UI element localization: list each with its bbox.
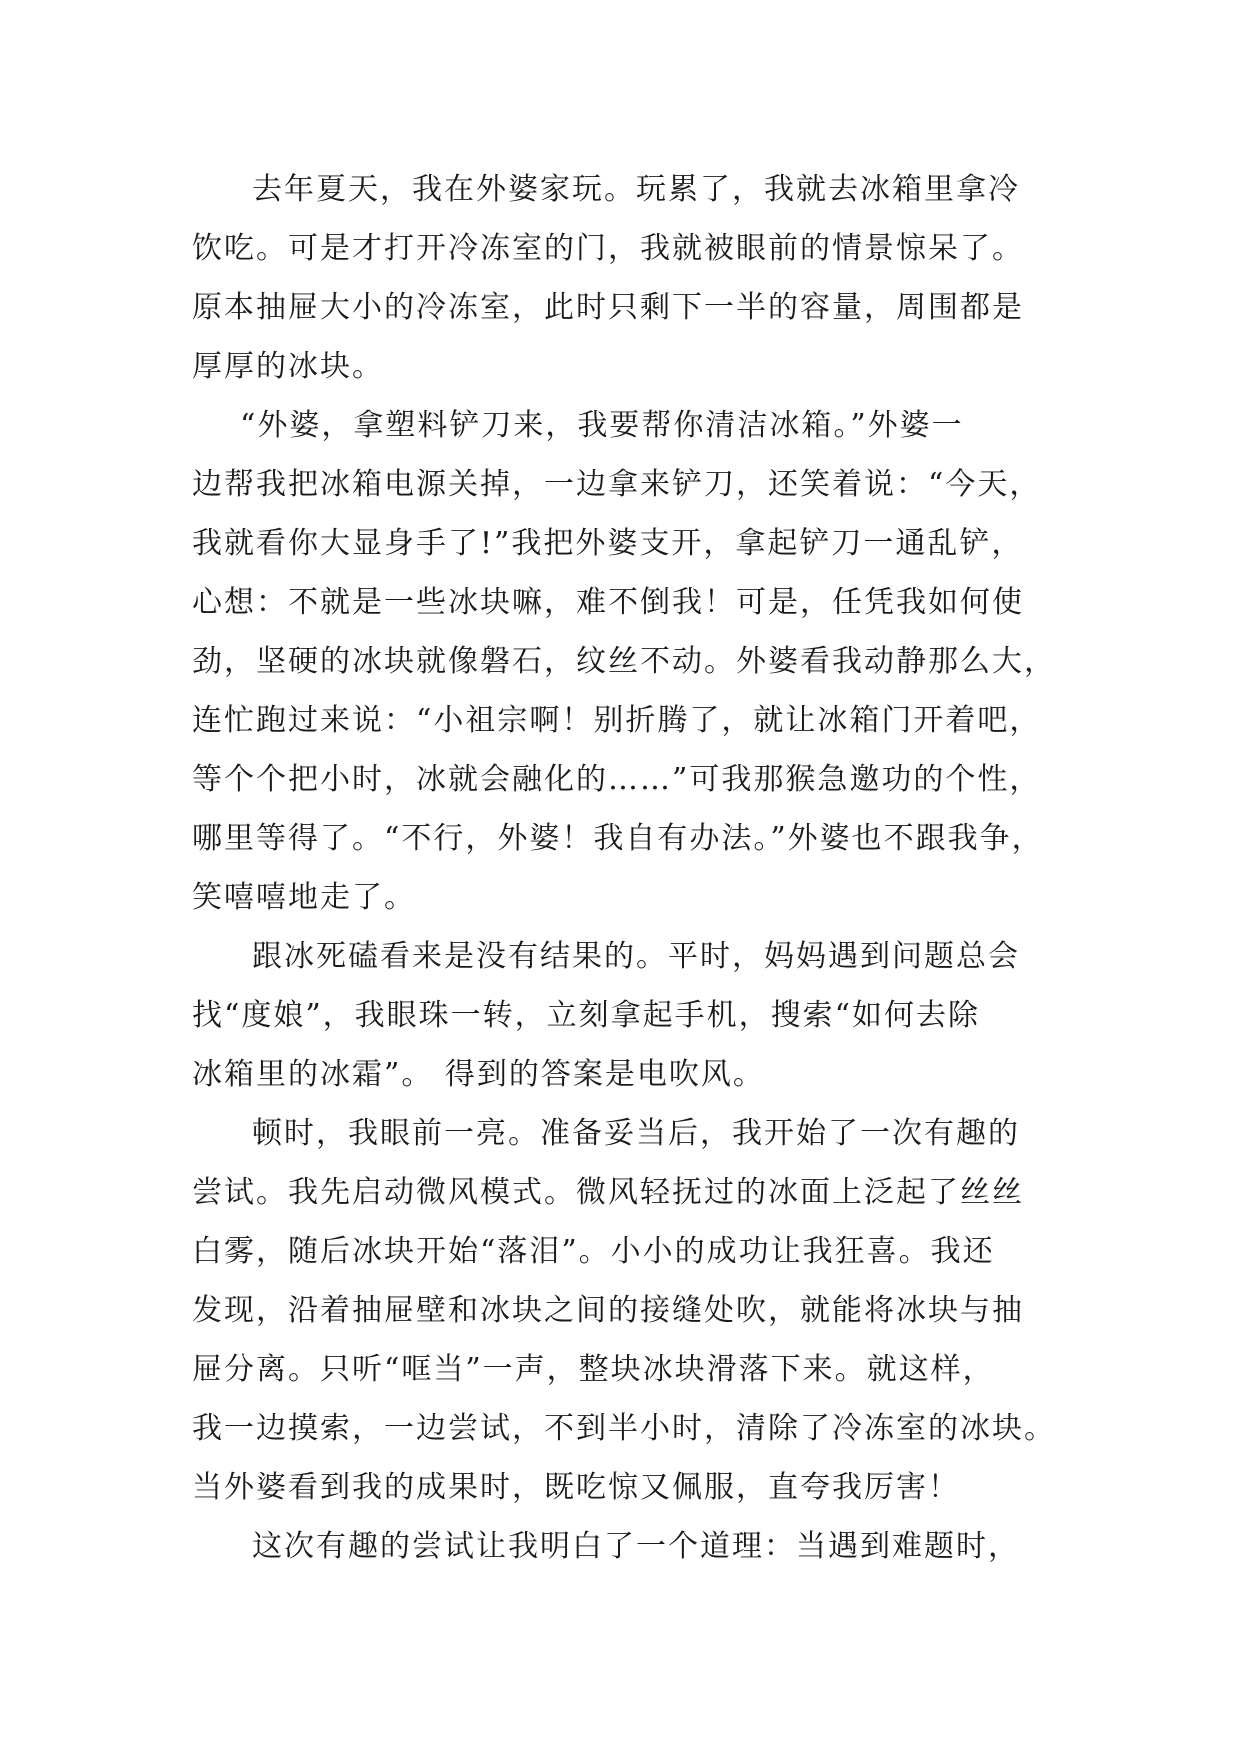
paragraph-2-line-3: 我就看你大显身手了!”我把外婆支开，拿起铲刀一通乱铲， <box>192 526 1024 561</box>
paragraph-4-line-4: 发现，沿着抽屉壁和冰块之间的接缝处吹，就能将冰块与抽 <box>192 1293 1024 1328</box>
paragraph-3-line-3: 冰箱里的冰霜”。 得到的答案是电吹风。 <box>192 1057 765 1092</box>
paragraph-2-line-8: 哪里等得了。“不行，外婆！我自有办法。”外婆也不跟我争， <box>192 821 1044 856</box>
paragraph-4-line-2: 尝试。我先启动微风模式。微风轻抚过的冰面上泛起了丝丝 <box>192 1175 1024 1210</box>
paragraph-5-line-1: 这次有趣的尝试让我明白了一个道理：当遇到难题时， <box>252 1529 1020 1564</box>
paragraph-1-line-2: 饮吃。可是才打开冷冻室的门，我就被眼前的情景惊呆了。 <box>192 231 1024 266</box>
paragraph-1-line-3: 原本抽屉大小的冷冻室，此时只剩下一半的容量，周围都是 <box>192 290 1024 325</box>
paragraph-1-line-1: 去年夏天，我在外婆家玩。玩累了，我就去冰箱里拿冷 <box>252 172 1020 207</box>
paragraph-3-line-1: 跟冰死磕看来是没有结果的。平时，妈妈遇到问题总会 <box>252 939 1020 974</box>
paragraph-3-line-2: 找“度娘”，我眼珠一转，立刻拿起手机，搜索“如何去除 <box>192 998 981 1033</box>
paragraph-4-line-3: 白雾，随后冰块开始“落泪”。小小的成功让我狂喜。我还 <box>192 1234 995 1269</box>
paragraph-4-line-5: 屉分离。只听“哐当”一声，整块冰块滑落下来。就这样， <box>192 1352 995 1387</box>
paragraph-2-line-7: 等个个把小时，冰就会融化的……”可我那猴急邀功的个性， <box>192 762 1042 797</box>
paragraph-2-line-6: 连忙跑过来说：“小祖宗啊！别折腾了，就让冰箱门开着吧， <box>192 703 1042 738</box>
essay-body <box>192 160 1092 1576</box>
paragraph-4-line-6: 我一边摸索，一边尝试，不到半小时，清除了冷冻室的冰块。 <box>192 1411 1056 1446</box>
paragraph-2-line-4: 心想：不就是一些冰块嘛，难不倒我！可是，任凭我如何使 <box>192 585 1024 620</box>
paragraph-4-line-7: 当外婆看到我的成果时，既吃惊又佩服，直夸我厉害！ <box>192 1470 960 1505</box>
paragraph-1-line-4: 厚厚的冰块。 <box>192 349 384 384</box>
paragraph-2-line-1: “外婆，拿塑料铲刀来，我要帮你清洁冰箱。”外婆一 <box>240 408 964 443</box>
paragraph-4-line-1: 顿时，我眼前一亮。准备妥当后，我开始了一次有趣的 <box>252 1116 1020 1151</box>
paragraph-2-line-2: 边帮我把冰箱电源关掉，一边拿来铲刀，还笑着说：“今天， <box>192 467 1042 502</box>
paragraph-2-line-5: 劲，坚硬的冰块就像磐石，纹丝不动。外婆看我动静那么大， <box>192 644 1056 679</box>
paragraph-2-line-9: 笑嘻嘻地走了。 <box>192 880 416 915</box>
